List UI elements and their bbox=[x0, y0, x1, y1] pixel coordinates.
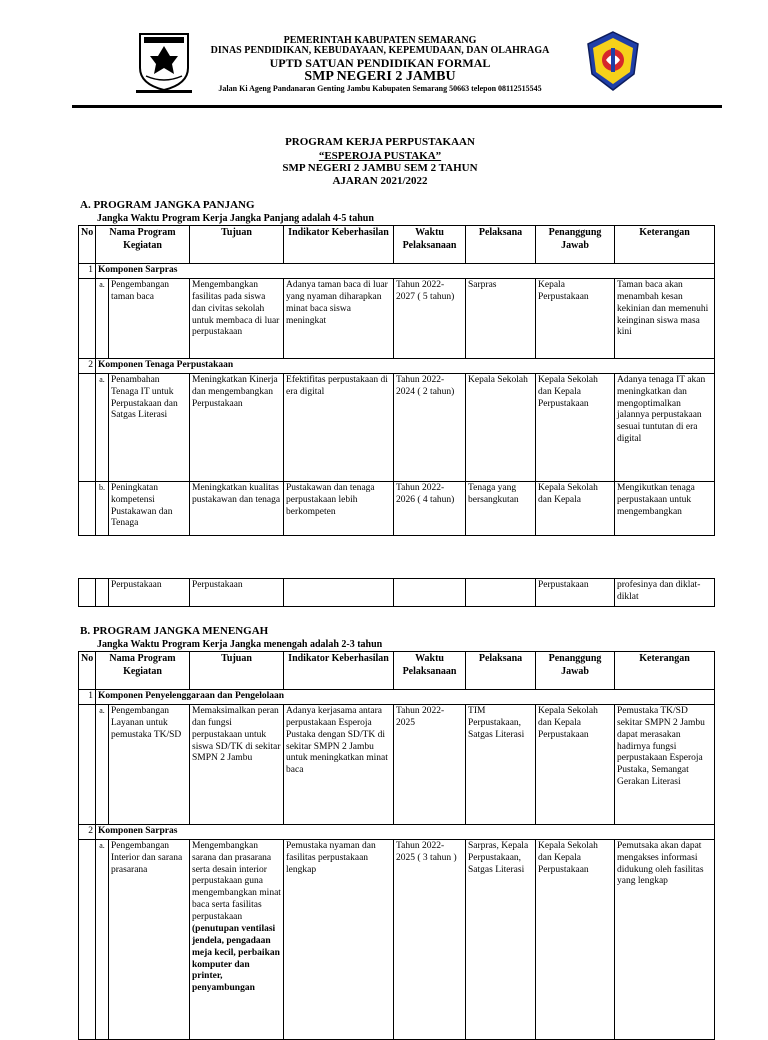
cell-keterangan: Pemustaka TK/SD sekitar SMPN 2 Jambu dapat merasakan hadirnya fungsi perpustakaan Esperoja Pustaka, Semangat Gerakan Literasi bbox=[615, 704, 715, 824]
cell-keterangan: Adanya tenaga IT akan meningkatkan dan mengoptimalkan jalannya perpustakaan sesuai tuntutan di era digital bbox=[615, 373, 715, 481]
government-name: PEMERINTAH KABUPATEN SEMARANG bbox=[283, 35, 477, 46]
cell-nama: Perpustakaan bbox=[109, 579, 190, 607]
cell-penanggung: Kepala Sekolah dan Kepala bbox=[536, 481, 615, 535]
col-penanggung: Penanggung Jawab bbox=[536, 652, 615, 690]
cell-waktu: Tahun 2022-2027 ( 5 tahun) bbox=[394, 278, 466, 358]
cell-pelaksana: Sarpras, Kepala Perpustakaan, Satgas Literasi bbox=[466, 839, 536, 1039]
doc-school-line: SMP NEGERI 2 JAMBU SEM 2 TAHUN bbox=[282, 162, 478, 174]
program-table-medium-term bbox=[78, 651, 715, 1040]
cell-waktu: Tahun 2022-2025 ( 3 tahun ) bbox=[394, 839, 466, 1039]
group-label: Komponen Sarpras bbox=[96, 824, 715, 839]
section-a-heading: A. PROGRAM JANGKA PANJANG bbox=[80, 199, 255, 211]
col-waktu: Waktu Pelaksanaan bbox=[394, 226, 466, 264]
cell-indikator: Pemustaka nyaman dan fasilitas perpustakaan lengkap bbox=[284, 839, 394, 1039]
col-indikator: Indikator Keberhasilan bbox=[284, 652, 394, 690]
cell-pelaksana: Sarpras bbox=[466, 278, 536, 358]
col-pelaksana: Pelaksana bbox=[466, 226, 536, 264]
letterhead bbox=[0, 0, 768, 110]
group-label: Komponen Tenaga Perpustakaan bbox=[96, 358, 715, 373]
cell-nama: Pengembangan taman baca bbox=[109, 278, 190, 358]
cell-keterangan: profesinya dan diklat-diklat bbox=[615, 579, 715, 607]
doc-title: PROGRAM KERJA PERPUSTAKAAN bbox=[285, 136, 475, 148]
cell-waktu: Tahun 2022-2025 bbox=[394, 704, 466, 824]
table-row bbox=[79, 278, 715, 358]
cell-nama: Pengembangan Interior dan sarana prasarana bbox=[109, 839, 190, 1039]
col-pelaksana: Pelaksana bbox=[466, 652, 536, 690]
cell-indikator: Adanya taman baca di luar yang nyaman diharapkan minat baca siswa meningkat bbox=[284, 278, 394, 358]
cell-waktu: Tahun 2022-2026 ( 4 tahun) bbox=[394, 481, 466, 535]
tujuan-bold-text: (penutupan ventilasi jendela, pengadaan meja kecil, perbaikan komputer dan printer, penyambungan bbox=[192, 923, 280, 994]
cell-nama: Pengembangan Layanan untuk pemustaka TK/SD bbox=[109, 704, 190, 824]
table-header-row bbox=[79, 652, 715, 690]
table-row bbox=[79, 481, 715, 535]
col-penanggung: Penanggung Jawab bbox=[536, 226, 615, 264]
school-address: Jalan Ki Ageng Pandanaran Genting Jambu Kabupaten Semarang 50663 telepon 08112515545 bbox=[218, 84, 542, 93]
doc-subtitle: “ESPEROJA PUSTAKA” bbox=[318, 150, 442, 162]
col-indikator: Indikator Keberhasilan bbox=[284, 226, 394, 264]
cell-indikator: Efektifitas perpustakaan di era digital bbox=[284, 373, 394, 481]
cell-penanggung: Perpustakaan bbox=[536, 579, 615, 607]
group-label: Komponen Sarpras bbox=[96, 264, 715, 279]
table-row bbox=[79, 579, 715, 607]
section-b-subheading: Jangka Waktu Program Kerja Jangka menengah adalah 2-3 tahun bbox=[97, 639, 383, 650]
item-letter: a. bbox=[96, 704, 109, 824]
col-no: No bbox=[79, 226, 96, 264]
cell-indikator: Pustakawan dan tenaga perpustakaan lebih berkompeten bbox=[284, 481, 394, 535]
group-number: 2 bbox=[79, 824, 96, 839]
group-label: Komponen Penyelenggaraan dan Pengelolaan bbox=[96, 690, 715, 705]
doc-year-line: AJARAN 2021/2022 bbox=[332, 175, 428, 187]
table-row bbox=[79, 373, 715, 481]
group-number: 2 bbox=[79, 358, 96, 373]
cell-pelaksana: TIM Perpustakaan, Satgas Literasi bbox=[466, 704, 536, 824]
table-row bbox=[79, 839, 715, 1039]
cell-tujuan bbox=[190, 839, 284, 1039]
cell-penanggung: Kepala Perpustakaan bbox=[536, 278, 615, 358]
group-row bbox=[79, 690, 715, 705]
item-letter: a. bbox=[96, 839, 109, 1039]
cell-nama: Peningkatan kompetensi Pustakawan dan Tenaga bbox=[109, 481, 190, 535]
item-letter: b. bbox=[96, 481, 109, 535]
department-name: DINAS PENDIDIKAN, KEBUDAYAAN, KEPEMUDAAN, DAN OLAHRAGA bbox=[210, 45, 550, 56]
cell-tujuan: Memaksimalkan peran dan fungsi perpustakaan untuk siswa SD/TK di sekitar SMPN 2 Jambu bbox=[190, 704, 284, 824]
cell-penanggung: Kepala Sekolah dan Kepala Perpustakaan bbox=[536, 373, 615, 481]
cell-pelaksana: Kepala Sekolah bbox=[466, 373, 536, 481]
col-tujuan: Tujuan bbox=[190, 226, 284, 264]
cell-waktu: Tahun 2022-2024 ( 2 tahun) bbox=[394, 373, 466, 481]
cell-penanggung: Kepala Sekolah dan Kepala Perpustakaan bbox=[536, 704, 615, 824]
col-nama: Nama Program Kegiatan bbox=[96, 652, 190, 690]
col-nama: Nama Program Kegiatan bbox=[96, 226, 190, 264]
item-letter: a. bbox=[96, 278, 109, 358]
tujuan-text: Mengembangkan sarana dan prasarana serta desain interior perpustakaan guna mengembangkan minat baca serta fasilitas perpustakaan bbox=[192, 840, 281, 922]
cell-keterangan: Mengikutkan tenaga perpustakaan untuk mengembangkan bbox=[615, 481, 715, 535]
group-number: 1 bbox=[79, 690, 96, 705]
school-name: SMP NEGERI 2 JAMBU bbox=[304, 69, 456, 84]
cell-tujuan: Perpustakaan bbox=[190, 579, 284, 607]
col-waktu: Waktu Pelaksanaan bbox=[394, 652, 466, 690]
cell-keterangan: Taman baca akan menambah kesan kekinian dan memenuhi keinginan siswa masa kini bbox=[615, 278, 715, 358]
cell-indikator: Adanya kerjasama antara perpustakaan Esperoja Pustaka dengan SD/TK di sekitar SMPN 2 Jambu untuk meningkatkan minat baca bbox=[284, 704, 394, 824]
program-table-continuation bbox=[78, 578, 715, 607]
col-keterangan: Keterangan bbox=[615, 652, 715, 690]
unit-name: UPTD SATUAN PENDIDIKAN FORMAL bbox=[269, 56, 491, 70]
cell-tujuan: Meningkatkan Kinerja dan mengembangkan Perpustakaan bbox=[190, 373, 284, 481]
group-row bbox=[79, 358, 715, 373]
table-header-row bbox=[79, 226, 715, 264]
group-number: 1 bbox=[79, 264, 96, 279]
section-b-heading: B. PROGRAM JANGKA MENENGAH bbox=[80, 625, 269, 637]
cell-penanggung: Kepala Sekolah dan Kepala Perpustakaan bbox=[536, 839, 615, 1039]
group-row bbox=[79, 264, 715, 279]
col-tujuan: Tujuan bbox=[190, 652, 284, 690]
table-row bbox=[79, 704, 715, 824]
program-table-long-term bbox=[78, 225, 715, 536]
item-letter: a. bbox=[96, 373, 109, 481]
cell-keterangan: Pemutsaka akan dapat mengakses informasi didukung oleh fasilitas yang lengkap bbox=[615, 839, 715, 1039]
cell-tujuan: Meningkatkan kualitas pustakawan dan tenaga bbox=[190, 481, 284, 535]
col-keterangan: Keterangan bbox=[615, 226, 715, 264]
col-no: No bbox=[79, 652, 96, 690]
cell-nama: Penambahan Tenaga IT untuk Perpustakaan dan Satgas Literasi bbox=[109, 373, 190, 481]
group-row bbox=[79, 824, 715, 839]
cell-pelaksana: Tenaga yang bersangkutan bbox=[466, 481, 536, 535]
header-rule bbox=[72, 105, 722, 108]
section-a-subheading: Jangka Waktu Program Kerja Jangka Panjang adalah 4-5 tahun bbox=[97, 213, 374, 224]
cell-tujuan: Mengembangkan fasilitas pada siswa dan civitas sekolah untuk membaca di luar perpustakaan bbox=[190, 278, 284, 358]
